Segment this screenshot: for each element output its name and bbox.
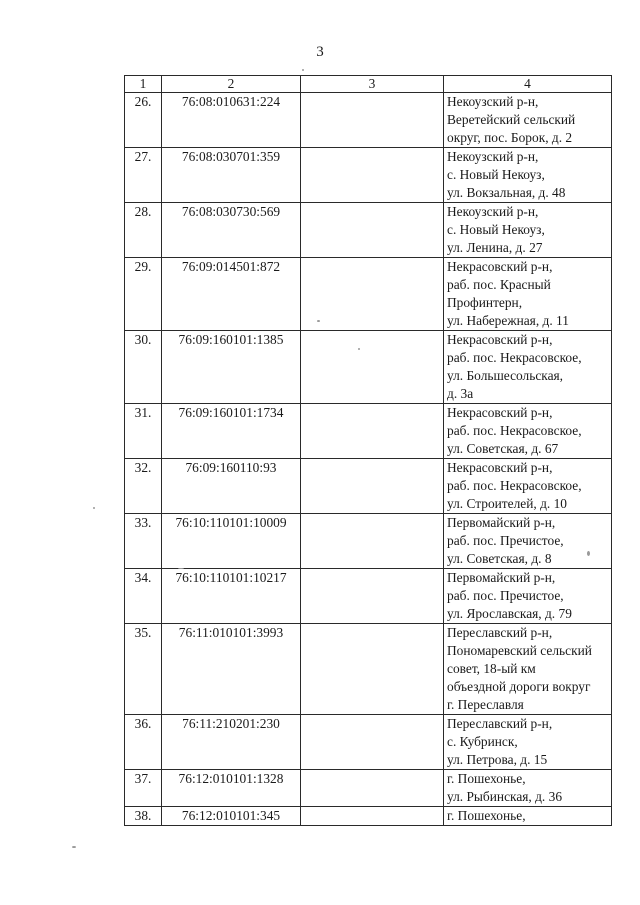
- address-cell: [444, 148, 612, 203]
- address-line: Некоузский р-н,: [447, 204, 539, 219]
- address-cell: [444, 807, 612, 826]
- column-3-cell: [301, 331, 444, 404]
- table-row: [125, 459, 612, 514]
- column-3-cell: [301, 148, 444, 203]
- column-3-cell: [301, 569, 444, 624]
- page-number: 3: [316, 44, 324, 60]
- header-row: [125, 76, 612, 93]
- row-number: 28.: [125, 203, 162, 258]
- cadastral-number: 76:09:160101:1385: [162, 331, 301, 404]
- table-row: [125, 404, 612, 459]
- column-header-4: 4: [444, 76, 612, 93]
- cadastral-number: 76:12:010101:345: [162, 807, 301, 826]
- address-line: Некоузский р-н,: [447, 94, 539, 109]
- address-line: г. Пошехонье,: [447, 808, 526, 823]
- row-number: 37.: [125, 770, 162, 807]
- table-row: [125, 203, 612, 258]
- cadastral-number: 76:08:010631:224: [162, 93, 301, 148]
- row-number: 27.: [125, 148, 162, 203]
- row-number: 32.: [125, 459, 162, 514]
- column-header-1: 1: [125, 76, 162, 93]
- address-cell: [444, 624, 612, 715]
- address-line: ул. Строителей, д. 10: [447, 496, 567, 511]
- address-line: Некоузский р-н,: [447, 149, 539, 164]
- column-3-cell: [301, 715, 444, 770]
- cadastral-number: 76:09:160110:93: [162, 459, 301, 514]
- address-line: Профинтерн,: [447, 295, 523, 310]
- column-header-2: 2: [162, 76, 301, 93]
- cadastral-number: 76:12:010101:1328: [162, 770, 301, 807]
- table-row: [125, 807, 612, 826]
- address-line: Некрасовский р-н,: [447, 405, 553, 420]
- address-line: Некрасовский р-н,: [447, 259, 553, 274]
- scan-speck: [302, 69, 304, 71]
- cadastral-number: 76:08:030701:359: [162, 148, 301, 203]
- column-3-cell: [301, 203, 444, 258]
- address-cell: [444, 770, 612, 807]
- column-3-cell: [301, 807, 444, 826]
- scan-speck: [178, 568, 184, 569]
- address-line: Некрасовский р-н,: [447, 460, 553, 475]
- address-line: объездной дороги вокруг: [447, 679, 591, 694]
- address-line: Первомайский р-н,: [447, 515, 556, 530]
- address-cell: [444, 459, 612, 514]
- column-3-cell: [301, 459, 444, 514]
- table-row: [125, 93, 612, 148]
- table-row: [125, 258, 612, 331]
- cadastral-number: 76:10:110101:10217: [162, 569, 301, 624]
- address-line: ул. Петрова, д. 15: [447, 752, 548, 767]
- column-3-cell: [301, 404, 444, 459]
- address-line: д. 3а: [447, 386, 474, 401]
- cadastral-number: 76:08:030730:569: [162, 203, 301, 258]
- address-line: ул. Большесольская,: [447, 368, 564, 383]
- address-line: раб. пос. Красный: [447, 277, 551, 292]
- address-cell: [444, 715, 612, 770]
- cadastral-number: 76:09:014501:872: [162, 258, 301, 331]
- row-number: 36.: [125, 715, 162, 770]
- row-number: 29.: [125, 258, 162, 331]
- table-row: [125, 514, 612, 569]
- address-line: Пономаревский сельский: [447, 643, 592, 658]
- row-number: 30.: [125, 331, 162, 404]
- table-row: [125, 770, 612, 807]
- row-number: 33.: [125, 514, 162, 569]
- scan-speck: [93, 507, 95, 509]
- address-line: раб. пос. Некрасовское,: [447, 350, 582, 365]
- column-3-cell: [301, 514, 444, 569]
- table-header: [125, 76, 612, 93]
- row-number: 26.: [125, 93, 162, 148]
- address-line: раб. пос. Пречистое,: [447, 588, 564, 603]
- address-line: г. Переславля: [447, 697, 524, 712]
- address-line: Веретейский сельский: [447, 112, 576, 127]
- address-line: Переславский р-н,: [447, 625, 553, 640]
- column-3-cell: [301, 624, 444, 715]
- address-line: ул. Советская, д. 8: [447, 551, 552, 566]
- address-cell: [444, 569, 612, 624]
- address-line: округ, пос. Борок, д. 2: [447, 130, 573, 145]
- address-line: ул. Советская, д. 67: [447, 441, 559, 456]
- address-line: ул. Вокзальная, д. 48: [447, 185, 566, 200]
- table-body: [125, 93, 612, 826]
- row-number: 35.: [125, 624, 162, 715]
- address-line: с. Новый Некоуз,: [447, 167, 545, 182]
- table-row: [125, 715, 612, 770]
- scan-speck: [587, 551, 590, 556]
- address-cell: [444, 331, 612, 404]
- address-line: Первомайский р-н,: [447, 570, 556, 585]
- table-row: [125, 569, 612, 624]
- address-line: совет, 18-ый км: [447, 661, 536, 676]
- address-line: ул. Ярославская, д. 79: [447, 606, 572, 621]
- address-line: с. Новый Некоуз,: [447, 222, 545, 237]
- row-number: 38.: [125, 807, 162, 826]
- address-line: раб. пос. Некрасовское,: [447, 423, 582, 438]
- cadastral-number: 76:09:160101:1734: [162, 404, 301, 459]
- address-line: Некрасовский р-н,: [447, 332, 553, 347]
- cadastral-number: 76:11:210201:230: [162, 715, 301, 770]
- property-table: [124, 75, 612, 826]
- row-number: 34.: [125, 569, 162, 624]
- address-line: ул. Ленина, д. 27: [447, 240, 543, 255]
- address-cell: [444, 93, 612, 148]
- row-number: 31.: [125, 404, 162, 459]
- table-row: [125, 148, 612, 203]
- address-line: ул. Рыбинская, д. 36: [447, 789, 563, 804]
- table-row: [125, 624, 612, 715]
- address-cell: [444, 258, 612, 331]
- address-cell: [444, 203, 612, 258]
- address-line: раб. пос. Пречистое,: [447, 533, 564, 548]
- address-cell: [444, 404, 612, 459]
- column-3-cell: [301, 770, 444, 807]
- column-3-cell: [301, 93, 444, 148]
- cadastral-number: 76:10:110101:10009: [162, 514, 301, 569]
- address-line: раб. пос. Некрасовское,: [447, 478, 582, 493]
- column-3-cell: [301, 258, 444, 331]
- address-cell: [444, 514, 612, 569]
- address-line: ул. Набережная, д. 11: [447, 313, 569, 328]
- address-line: с. Кубринск,: [447, 734, 518, 749]
- address-line: г. Пошехонье,: [447, 771, 526, 786]
- scan-speck: [358, 348, 360, 350]
- cadastral-number: 76:11:010101:3993: [162, 624, 301, 715]
- table-row: [125, 331, 612, 404]
- scan-speck: [72, 846, 76, 848]
- column-header-3: 3: [301, 76, 444, 93]
- scan-speck: [317, 320, 320, 322]
- address-line: Переславский р-н,: [447, 716, 553, 731]
